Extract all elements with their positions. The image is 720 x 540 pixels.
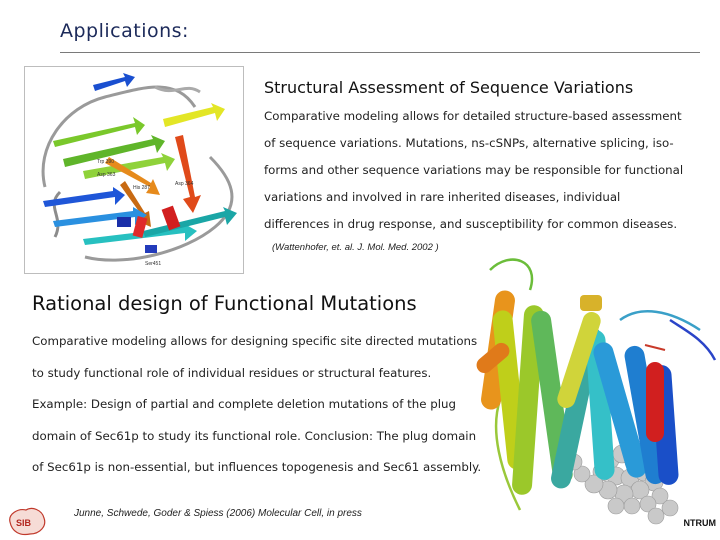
section2-heading: Rational design of Functional Mutations <box>32 292 417 315</box>
section1-citation: (Wattenhofer, et. al. J. Mol. Med. 2002 ) <box>272 242 439 253</box>
section1-line: of sequence variations. Mutations, ns-cSNPs, alternative splicing, iso- <box>264 136 674 150</box>
residue-label: His 287 <box>133 185 150 191</box>
residue-label: Trp 390 <box>97 159 115 165</box>
section2-line: of Sec61p is non-essential, but influences topogenesis and Sec61 assembly. <box>32 460 482 475</box>
sib-logo <box>6 504 48 538</box>
residue-label: Ser451 <box>145 261 162 267</box>
section1-line: Comparative modeling allows for detailed structure-based assessment <box>264 109 682 123</box>
sec61-structure-image <box>470 250 720 540</box>
title-divider <box>60 52 700 53</box>
corner-logo-text: NTRUM <box>683 518 716 528</box>
section2-citation: Junne, Schwede, Goder & Spiess (2006) Molecular Cell, in press <box>74 508 362 519</box>
residue-label: Asp 364 <box>175 181 194 187</box>
section1-body <box>264 103 704 238</box>
section1-line: forms and other sequence variations may be responsible for functional <box>264 163 684 177</box>
section2-line: Example: Design of partial and complete deletion mutations of the plug <box>32 397 456 412</box>
section2-line: Comparative modeling allows for designing specific site directed mutations <box>32 334 478 348</box>
residue-label: Asp 363 <box>97 172 116 178</box>
section2-body <box>32 326 502 484</box>
section1-line: differences in drug response, and susceptibility for common diseases. <box>264 217 678 231</box>
logo-text: SIB <box>16 518 32 528</box>
section1-line: variations and involved in rare inherited diseases, individual <box>264 190 621 204</box>
slide-title: Applications: <box>60 20 189 42</box>
section1-heading: Structural Assessment of Sequence Variations <box>264 78 634 97</box>
section2-line: to study functional role of individual residues or structural features. <box>32 365 432 380</box>
section2-line: domain of Sec61p to study its functional role. Conclusion: The plug domain <box>32 428 477 443</box>
protein-structure-image <box>24 66 244 274</box>
